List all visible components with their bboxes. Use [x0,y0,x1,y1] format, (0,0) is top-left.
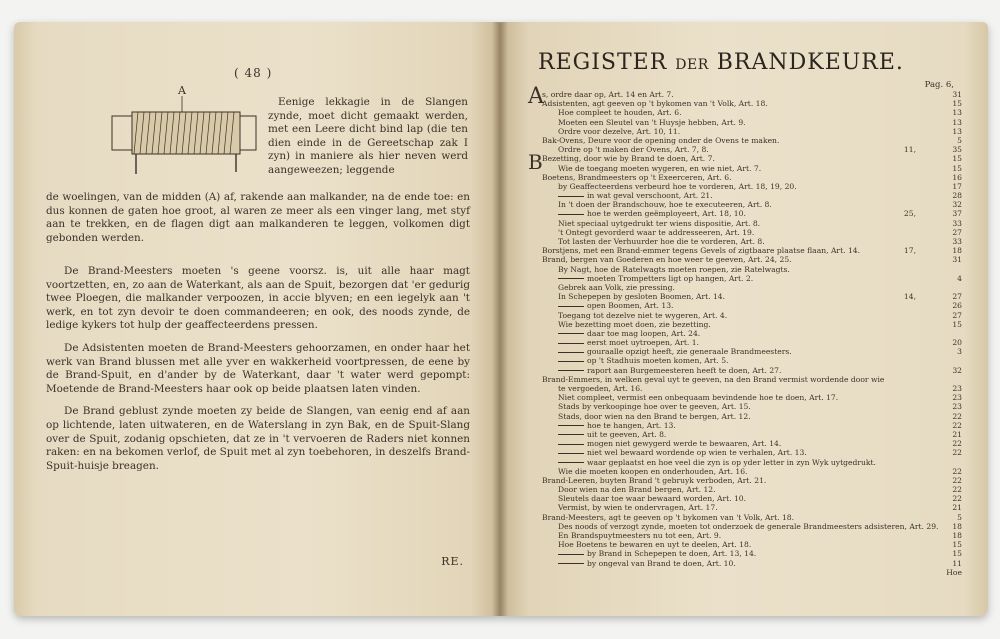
entry-page-number: 5 [957,135,962,145]
entry-page-number: 27 [952,227,962,237]
register-entry [542,274,962,283]
entry-page-number: 23 [952,393,962,403]
page-number: ( 48 ) [234,66,273,80]
entry-page-number: 22 [952,485,962,495]
entry-text: te vergoeden, Art. 16. [558,384,643,393]
register-entry [542,522,962,531]
entry-page-number: Hoe [946,567,962,577]
entry-page-number: 4 [957,273,962,283]
entry-text: in wat geval verschoont, Art. 21. [558,191,713,200]
entry-page-number: 13 [952,108,962,118]
register-entry [542,255,962,264]
entry-text: Vermist, by wien te ondervragen, Art. 17. [558,503,718,513]
entry-text: In Schepepen by gesloten Boomen, Art. 14. [558,292,726,302]
register-entry [542,467,962,476]
entry-text: Brand-Meesters, agt te geeven op 't bykomen van 't Volk, Art. 18. [542,512,795,522]
entry-page-number: 22 [952,439,962,449]
entry-page-number: 26 [952,301,962,311]
register-entry [542,347,962,356]
register-entry [542,228,962,237]
register-entry [542,329,962,338]
register-entry [542,127,962,136]
entry-page-number: 31 [952,255,962,265]
register-entry [542,531,962,540]
drop-capital: A [528,84,544,109]
register-entry [542,182,962,191]
entry-page-number: 11 [952,558,962,568]
entry-page-number: 22 [952,448,962,458]
entry-text: Brand, bergen van Goederen en hoe weer te geeven, Art. 24, 25. [542,255,792,265]
entry-page-number: 22 [952,475,962,485]
register-entry [542,219,962,228]
register-entry [542,540,962,549]
register-entry [542,237,962,246]
entry-text: En Brandspuytmeesters nu tot een, Art. 9. [558,531,722,540]
entry-page-number: 31 [952,90,962,99]
entry-text: s, ordre daar op, Art. 14 en Art. 7. [542,90,674,99]
entry-page-number: 15 [952,154,962,164]
entry-page-number: 15 [952,99,962,109]
paragraph-brand-meesters: De Brand-Meesters moeten 's geene voorsz. is, uit alle haar magt voortzetten, en, zo aan de Waterkant, als aan de Spuit, bezorgen dat 'er gedurig twee Ploegen, die malkander verpoozen, in accie blyven; en een iegelyk aan 't werk, en tot zyn devoir te doen commandeeren; en ook, des noods zynde, de ledige kykers tot hulp der geaffecteerdens pressen. [46,265,470,332]
entry-page-number: 20 [952,338,962,348]
drop-capital: B [528,150,543,175]
entry-text: Boetens, Brandmeesters op 't Exeerceren, Art. 6. [542,172,732,182]
entry-text: Ordre voor dezelve, Art. 10, 11. [558,126,681,136]
entry-text: by ongeval van Brand te doen, Art. 10. [558,559,736,568]
entry-page-number: 21 [952,429,962,439]
register-entry [542,338,962,347]
entry-page-number: 32 [952,200,962,210]
register-entry [542,292,962,301]
entry-page-number: 5 [957,512,962,522]
register-entry [542,145,962,154]
entry-page-number: 35 [952,145,962,155]
entry-text: Brand-Leeren, buyten Brand 't gebruyk verboden, Art. 21. [542,475,767,485]
catchword: RE. [441,555,464,568]
register-entry [542,320,962,329]
register-entry [542,448,962,457]
register-entry [542,375,962,384]
register-entry [542,513,962,522]
entry-page-number: 18 [952,531,962,540]
entry-page-number: 3 [957,347,962,357]
register-entry [542,99,962,108]
entry-text: Stads by verkoopinge hoe over te geeven, Art. 15. [558,402,751,412]
entry-text: 't Ontegt gevorderd waar te addresseeren, Art. 19. [558,227,755,237]
left-page [14,22,500,616]
entry-text: Wie bezetting moet doen, zie bezetting. [558,319,711,329]
left-page-body [46,265,470,482]
register-entry [542,430,962,439]
entry-text: waar geplaatst en hoe veel die zyn is op yder letter in zyn Wyk uytgedrukt. [558,458,876,467]
paragraph-hose-leaks: Eenige lekkagie in de Slangen zynde, moet dicht gemaakt werden, met een Leere dicht bind lap (die ten dien einde in de Gereetschap zak I zyn) in maniere als hier neven werd aangeweezen; leggende [268,96,468,176]
pag-label: Pag. 6, [924,80,954,90]
book-gutter [492,22,508,616]
entry-text: Bezetting, door wie by Brand te doen, Art. 7. [542,154,715,164]
entry-page-number: 28 [952,191,962,201]
register-entry [542,301,962,310]
register-entry [542,458,962,467]
entry-page-number: 23 [952,384,962,393]
register-entry [542,246,962,255]
register-entry [542,549,962,558]
register-title: REGISTER DER BRANDKEURE. [538,50,904,75]
entry-text: Wie die moeten koopen en onderhouden, Art. 16. [558,466,748,476]
entry-text: Niet compleet, vermist een onbequaam bevindende hoe te doen, Art. 17. [558,393,839,403]
entry-text: gouraalle opzigt heeft, zie generaale Brandmeesters. [558,347,792,356]
entry-text: By Nagt, hoe de Ratelwagts moeten roepen, zie Ratelwagts. [558,264,790,274]
register-entry [542,559,962,568]
register-entry [542,485,962,494]
entry-text: hoe te werden geëmployeert, Art. 18, 10. [558,209,746,218]
register-entry [542,366,962,375]
entry-text: Gebrek aan Volk, zie pressing. [558,282,675,292]
open-book [14,22,988,616]
register-entry [542,412,962,421]
entry-text: Toegang tot dezelve niet te wygeren, Art. 4. [558,310,728,320]
entry-page-number: 27 [952,292,962,302]
entry-page-number: 22 [952,411,962,421]
register-entry [542,173,962,182]
register-entry [542,136,962,145]
register-entry [542,421,962,430]
entry-page-number: 15 [952,163,962,173]
entry-text: uit te geeven, Art. 8. [558,430,666,439]
register-entry [542,164,962,173]
entry-page-number: 22 [952,494,962,504]
entry-text: Moeten een Sleutel van 't Huysje hebben, Art. 9. [558,117,746,127]
entry-page-number: 27 [952,310,962,320]
entry-text: by Geaffecteerdens verbeurd hoe te vorderen, Art. 18, 19, 20. [558,181,797,191]
entry-page-number-secondary: 17, [903,246,916,256]
entry-text: Hoe Boetens te bewaren en uyt te deelen, Art. 18. [558,540,752,550]
entry-text: by Brand in Schepepen te doen, Art. 13, 14. [558,549,756,558]
register-entry [542,494,962,503]
entry-page-number-secondary: 11, [903,145,916,155]
register-entry [542,384,962,393]
entry-text: Tot lasten der Verhuurder hoe die te vorderen, Art. 8. [558,237,765,246]
entry-text: Hoe compleet te houden, Art. 6. [558,108,682,118]
entry-text: Borstjens, met een Brand-emmer tegens Gevels of zigtbaare plaatse flaan, Art. 14. [542,246,861,256]
entry-text: moeten Trompetters ligt op hangen, Art. 2. [558,274,753,283]
paragraph-hose-leaks-continued: de woelingen, van de midden (A) af, rakende aan malkander, na de ende toe: en dus konnen de gaten hoe groot, al waren ze meer als een vinger lang, met styf aan te trekken, en de flagen digt aan malkanderen te leggen, volkomen digt gebonden werden. [46,191,470,244]
entry-text: open Boomen, Art. 13. [558,301,673,310]
entry-page-number: 33 [952,237,962,246]
register-entry [542,356,962,365]
entry-page-number-secondary: 14, [903,292,916,302]
entry-text: Sleutels daar toe waar bewaard worden, Art. 10. [558,494,747,504]
register-entry [542,265,962,274]
entry-page-number: 13 [952,126,962,136]
paragraph-brand-geblust: De Brand geblust zynde moeten zy beide de Slangen, van eenig end af aan op lichtende, laten uitwateren, en de Waterslang in zyn Bak, en de Spuit-Slang over de Spuit, zodanig opschieten, dat ze in 't vervoeren de Raders niet konnen raken: en na bekomen verlof, de Spuit met al zyn toebehoren, in deszelfs Brand-Spuit-huisje breagen. [46,405,470,472]
register-entry [542,503,962,512]
entry-text: Adsistenten, agt geeven op 't bykomen van 't Volk, Art. 18. [542,99,768,109]
right-page [500,22,988,616]
entry-text: op 't Stadhuis moeten komen, Art. 5. [558,356,729,365]
entry-text: Niet speciaal uytgedrukt ter wiens dispositie, Art. 8. [558,218,761,228]
entry-page-number: 21 [952,503,962,513]
register-entry [542,283,962,292]
entry-page-number: 22 [952,466,962,476]
entry-text: mogen niet gewygerd werde te bewaaren, Art. 14. [558,439,781,448]
entry-text: Des noods of verzogt zynde, moeten tot onderzoek de generale Brandmeesters adsisteren, Art. 29. [558,521,939,531]
entry-text: Door wien na den Brand bergen, Art. 12. [558,485,716,495]
entry-text: daar toe mag loopen, Art. 24. [558,329,700,338]
entry-page-number: 32 [952,365,962,375]
entry-text: raport aan Burgemeesteren heeft te doen, Art. 27. [558,366,781,375]
entry-page-number: 37 [952,209,962,219]
entry-page-number-secondary: 25, [903,209,916,219]
entry-page-number: 15 [952,319,962,329]
entry-page-number: 23 [952,402,962,412]
entry-text: Wie de toegang moeten wygeren, en wie niet, Art. 7. [558,163,762,173]
register-entry [542,402,962,411]
entry-text: hoe te hangen, Art. 13. [558,421,676,430]
entry-text: eerst moet uytroepen, Art. 1. [558,338,699,347]
entry-text: Brand-Emmers, in welken geval uyt te geeven, na den Brand vermist wordende door wie [542,374,885,384]
entry-page-number: 13 [952,117,962,127]
register-entry [542,118,962,127]
register-entry [542,209,962,218]
entry-page-number: 17 [952,181,962,191]
entry-page-number: 22 [952,420,962,430]
paragraph-adsistenten: De Adsistenten moeten de Brand-Meesters gehoorzamen, en onder haar het werk van Brand blussen met alle yver en wakkerheid voortpressen, de eene by de Brand-Spuit, en d'ander by de Waterkant, daar 't water werd gepompt: Moetende de Brand-Meesters haar ook op beide plaatsen laten vinden. [46,341,470,395]
entry-page-number: 18 [952,246,962,256]
register-entry [542,568,962,577]
register-entry [542,191,962,200]
entry-page-number: 15 [952,549,962,559]
entry-text: Bak-Ovens, Deure voor de opening onder de Ovens te maken. [542,135,780,145]
entry-text: Stads, door wien na den Brand te bergen, Art. 12. [558,411,751,421]
entry-text: niet wel bewaard wordende op wien te verhalen, Art. 13. [558,448,807,457]
figure-label: A [178,84,186,97]
register-entry [542,108,962,117]
entry-text: In 't doen der Brandschouw, hoe te executeeren, Art. 8. [558,200,772,210]
register-entry [542,439,962,448]
entry-page-number: 18 [952,521,962,531]
entry-text: Ordre op 't maken der Ovens, Art. 7, 8. [558,145,709,155]
register-entry [542,311,962,320]
register-entry [542,393,962,402]
entry-page-number: 16 [952,172,962,182]
register-entry [542,476,962,485]
register-entry [542,200,962,209]
entry-page-number: 15 [952,540,962,550]
hose-binding-illustration [110,82,260,178]
entry-page-number: 33 [952,218,962,228]
